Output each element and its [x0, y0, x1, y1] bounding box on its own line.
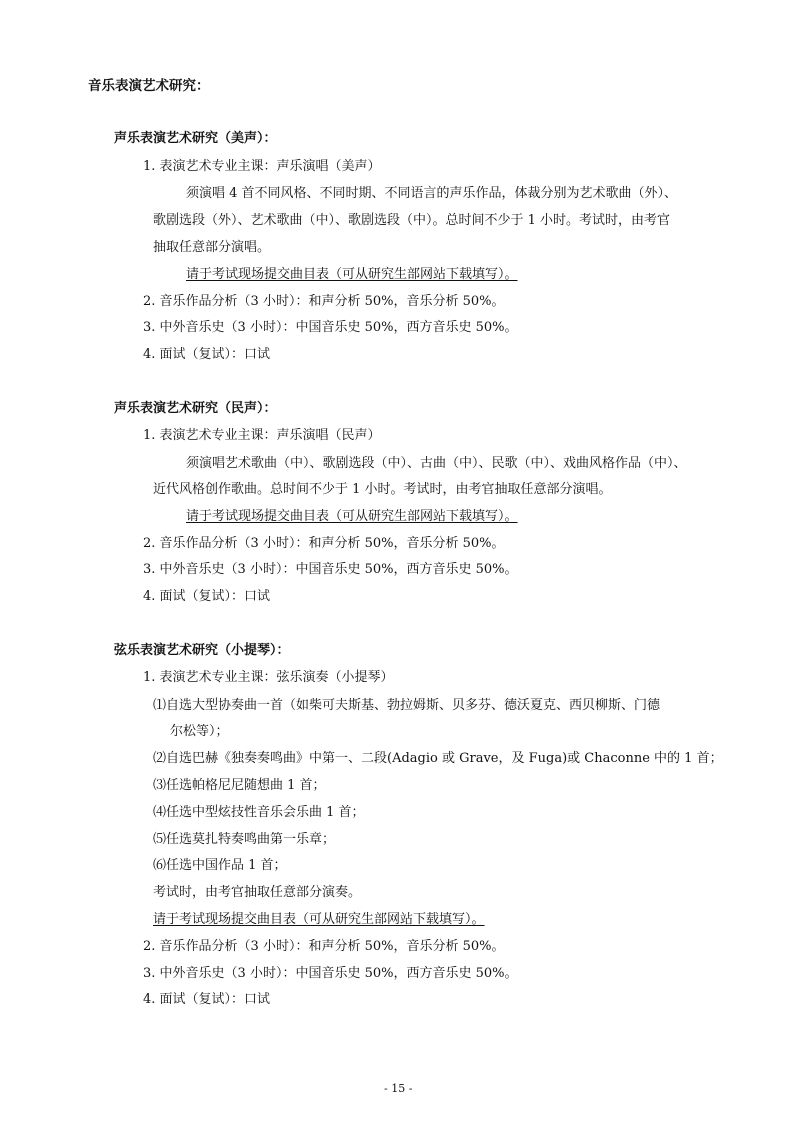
repertoire-line: ⑷任选中型炫技性音乐会乐曲 1 首； — [153, 805, 365, 820]
list-item: 2. 音乐作品分析（3 小时）：和声分析 50%，音乐分析 50%。 — [143, 294, 505, 309]
list-item: 3. 中外音乐史（3 小时）：中国音乐史 50%，西方音乐史 50%。 — [143, 320, 518, 335]
section-heading: 声乐表演艺术研究（美声）： — [114, 131, 277, 146]
paragraph-line: 歌剧选段（外）、艺术歌曲（中）、歌剧选段（中）。总时间不少于 1 小时。考试时，由考官 — [153, 213, 671, 228]
list-item: 1. 表演艺术专业主课：弦乐演奏（小提琴） — [143, 670, 394, 685]
paragraph-line: 近代风格创作歌曲。总时间不少于 1 小时。考试时，由考官抽取任意部分演唱。 — [153, 482, 612, 497]
repertoire-line: ⑵自选巴赫《独奏奏鸣曲》中第一、二段(Adagio 或 Grave，及 Fuga)或 Chaconne 中的 1 首； — [153, 751, 723, 766]
section-heading: 声乐表演艺术研究（民声）： — [114, 401, 277, 416]
submission-note: 请于考试现场提交曲目表（可从研究生部网站下载填写）。 — [153, 912, 485, 927]
repertoire-line: ⑹任选中国作品 1 首； — [153, 858, 287, 873]
page-title: 音乐表演艺术研究： — [88, 78, 210, 94]
list-item: 4. 面试（复试）：口试 — [143, 347, 271, 362]
repertoire-line: ⑴自选大型协奏曲一首（如柴可夫斯基、勃拉姆斯、贝多芬、德沃夏克、西贝柳斯、门德 — [153, 698, 661, 713]
list-item: 2. 音乐作品分析（3 小时）：和声分析 50%，音乐分析 50%。 — [143, 536, 505, 551]
list-item: 3. 中外音乐史（3 小时）：中国音乐史 50%，西方音乐史 50%。 — [143, 966, 518, 981]
list-item: 1. 表演艺术专业主课：声乐演唱（美声） — [143, 159, 381, 174]
submission-note: 请于考试现场提交曲目表（可从研究生部网站下载填写）。 — [186, 267, 518, 282]
repertoire-line: 尔松等）； — [170, 724, 229, 739]
repertoire-line: ⑸任选莫扎特奏鸣曲第一乐章； — [153, 832, 336, 847]
repertoire-line: ⑶任选帕格尼尼随想曲 1 首； — [153, 778, 326, 793]
page-number: - 15 - — [384, 1082, 413, 1095]
paragraph-line: 考试时，由考官抽取任意部分演奏。 — [153, 885, 362, 900]
section-heading: 弦乐表演艺术研究（小提琴）： — [114, 643, 290, 658]
paragraph-line: 须演唱艺术歌曲（中）、歌剧选段（中）、古曲（中）、民歌（中）、戏曲风格作品（中）、 — [186, 456, 687, 471]
list-item: 1. 表演艺术专业主课：声乐演唱（民声） — [143, 428, 381, 443]
paragraph-line: 须演唱 4 首不同风格、不同时期、不同语言的声乐作品，体裁分别为艺术歌曲（外）、 — [186, 186, 678, 201]
list-item: 4. 面试（复试）：口试 — [143, 992, 271, 1007]
list-item: 2. 音乐作品分析（3 小时）：和声分析 50%，音乐分析 50%。 — [143, 939, 505, 954]
submission-note: 请于考试现场提交曲目表（可从研究生部网站下载填写）。 — [186, 509, 518, 524]
list-item: 3. 中外音乐史（3 小时）：中国音乐史 50%，西方音乐史 50%。 — [143, 562, 518, 577]
paragraph-line: 抽取任意部分演唱。 — [153, 240, 271, 255]
list-item: 4. 面试（复试）：口试 — [143, 589, 271, 604]
